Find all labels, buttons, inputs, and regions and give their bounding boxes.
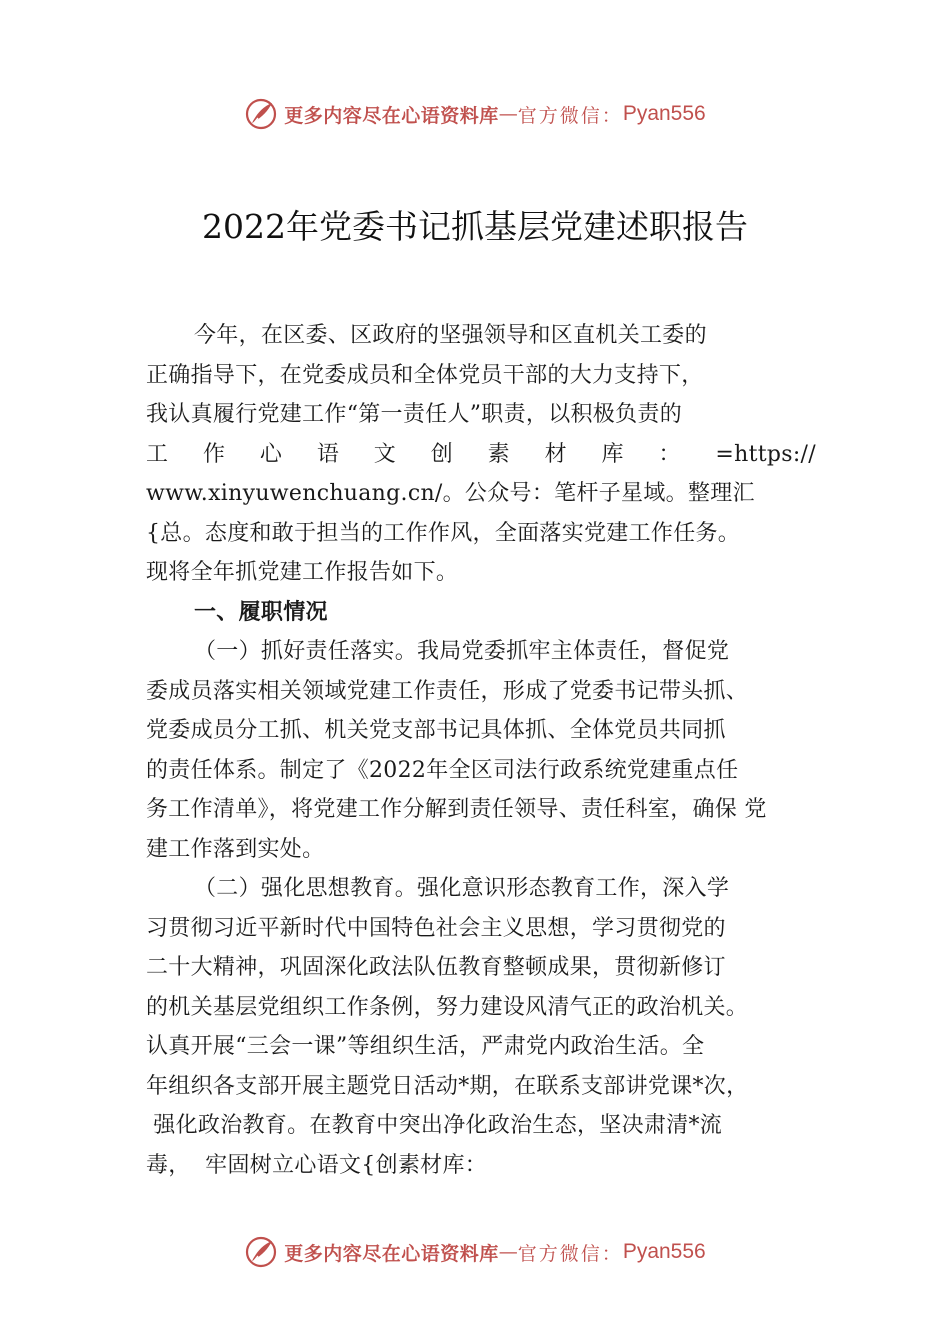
- spaced-char: 心: [259, 441, 283, 467]
- banner-main-text: 更多内容尽在心语资料库: [284, 104, 499, 127]
- banner-wechat-label: 官方微信：: [517, 1242, 623, 1265]
- paragraph-line: 党委成员分工抓、机关党支部书记具体抓、全体党员共同抓: [146, 718, 726, 743]
- spaced-char: 素: [487, 441, 510, 467]
- paragraph-line: {总。态度和敢于担当的工作作风，全面落实党建工作任务。: [146, 520, 741, 546]
- paragraph-line: 二十大精神，巩固深化政法队伍教育整顿成果，贯彻新修订: [146, 955, 726, 980]
- paragraph-line: 年组织各支部开展主题党日活动*期，在联系支部讲党课*次，: [146, 1073, 749, 1099]
- spaced-char: 工: [146, 441, 169, 467]
- banner-wechat-id: Pyan556: [622, 102, 706, 125]
- paragraph-line: 的责任体系。制定了《2022年全区司法行政系统党建重点任: [146, 757, 739, 783]
- paragraph-line: 建工作落到实处。: [146, 836, 325, 862]
- spaced-char: 材: [544, 441, 567, 467]
- paragraph-line: 强化政治教育。在教育中突出净化政治生态，坚决肃清*流: [146, 1113, 723, 1138]
- paragraph-line: 认真开展“三会一课”等组织生活，严肃党内政治生活。全: [146, 1034, 705, 1059]
- section-heading: 一、履职情况: [194, 599, 328, 625]
- quill-logo-icon: [244, 1235, 278, 1269]
- document-title: 2022年党委书记抓基层党建述职报告: [202, 207, 748, 246]
- header-banner: [0, 94, 950, 134]
- banner-wechat-label: 官方微信：: [517, 104, 623, 127]
- paragraph-line: 的机关基层党组织工作条例，努力建设风清气正的政治机关。: [146, 994, 749, 1020]
- spaced-char: 库: [601, 441, 624, 467]
- paragraph-line: （二）强化思想教育。强化意识形态教育工作，深入学: [194, 876, 730, 901]
- spaced-char: 文: [373, 441, 397, 467]
- spaced-char: 语: [316, 441, 340, 467]
- spaced-watermark-line: [146, 435, 816, 475]
- paragraph-line: 委成员落实相关领域党建工作责任，形成了党委书记带头抓、: [146, 678, 749, 704]
- paragraph-line: 正确指导下，在党委成员和全体党员干部的大力支持下，: [146, 362, 704, 388]
- paragraph-line: 务工作清单》，将党建工作分解到责任领导、责任科室，确保 党: [146, 797, 767, 822]
- paragraph-line: 今年，在区委、区政府的坚强领导和区直机关工委的: [194, 323, 707, 348]
- paragraph-line: 我认真履行党建工作“第一责任人”职责，以积极负责的: [146, 402, 682, 427]
- spaced-char: =https://: [715, 441, 816, 467]
- quill-logo-icon: [244, 97, 278, 131]
- banner-wechat-id: Pyan556: [622, 1240, 706, 1263]
- paragraph-line: （一）抓好责任落实。我局党委抓牢主体责任，督促党: [194, 639, 730, 664]
- spaced-char: ：: [658, 441, 681, 467]
- footer-banner: [0, 1232, 950, 1272]
- paragraph-line: 现将全年抓党建工作报告如下。: [146, 560, 459, 585]
- banner-separator: —: [498, 103, 518, 125]
- spaced-char: 作: [202, 441, 226, 467]
- banner-main-text: 更多内容尽在心语资料库: [284, 1242, 499, 1265]
- document-body: [146, 316, 816, 1185]
- paragraph-line: 习贯彻习近平新时代中国特色社会主义思想，学习贯彻党的: [146, 915, 726, 941]
- paragraph-line: 毒， 牢固树立心语文{创素材库：: [146, 1152, 488, 1178]
- banner-separator: —: [498, 1241, 518, 1263]
- spaced-char: 创: [430, 441, 453, 467]
- paragraph-line: www.xinyuwenchuang.cn/。公众号：笔杆子星域。整理汇: [146, 481, 755, 506]
